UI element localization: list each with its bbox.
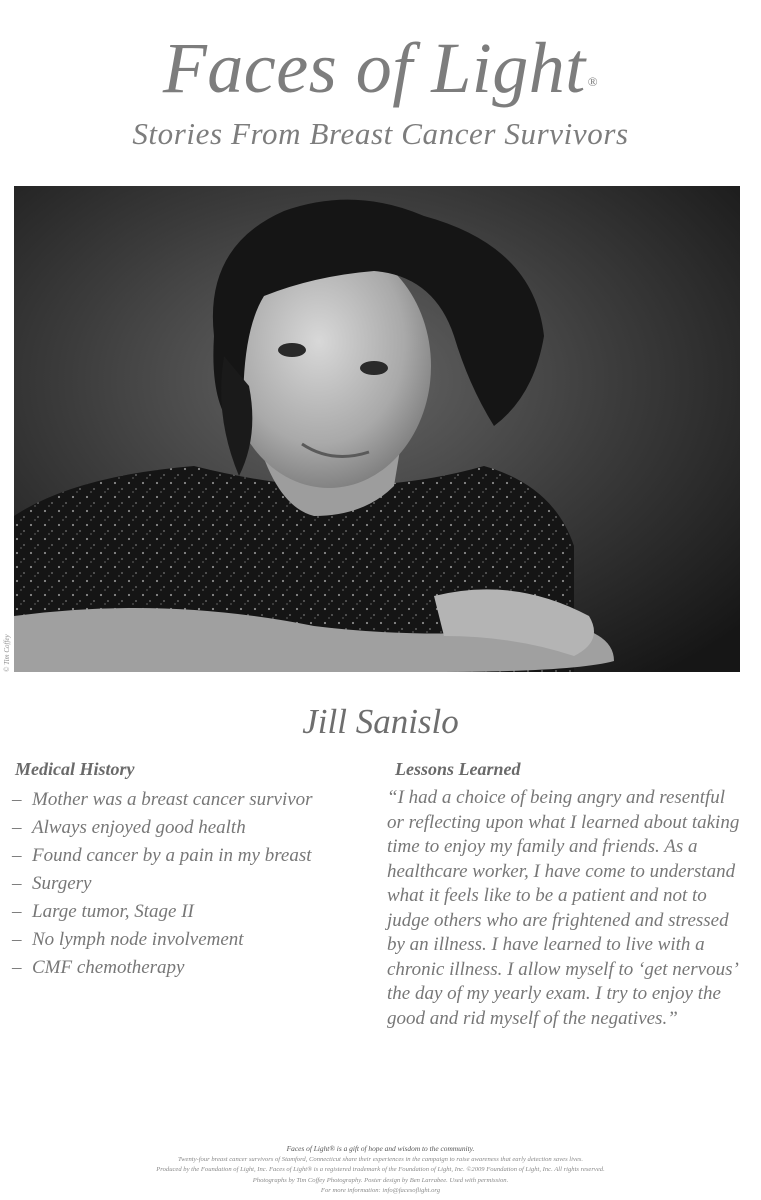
list-item: – Always enjoyed good health xyxy=(12,814,313,842)
dash-icon: – xyxy=(12,873,22,894)
title-text: Faces of Light xyxy=(162,28,586,108)
dash-icon: – xyxy=(12,817,22,838)
dash-icon: – xyxy=(12,957,22,978)
medical-history-heading: Medical History xyxy=(15,759,135,779)
portrait-photo xyxy=(14,186,740,672)
lessons-quote: “I had a choice of being angry and resentful or reflecting upon what I learned about taking time to enjoy my family and friends. As a healthcare worker, I have come to understand what it feels like to be a patient and not to judge others who are frightened and stressed by an illness. I have learned to live with a chronic illness. I allow myself to ‘get nervous’ the day of my yearly exam. I try to enjoy the good and rid myself of the negatives.” xyxy=(387,787,740,1029)
footer xyxy=(0,1144,761,1197)
list-item: – Large tumor, Stage II xyxy=(12,898,313,926)
footer-line: Twenty-four breast cancer survivors of Stamford, Connecticut share their experiences in the campaign to raise awareness that early detection saves lives. xyxy=(177,1155,584,1163)
footer-line: Faces of Light® is a gift of hope and wisdom to the community. xyxy=(286,1144,475,1153)
medical-history-list xyxy=(12,786,313,982)
footer-line: For more information: info@facesoflight.org xyxy=(320,1187,441,1195)
lessons-learned-heading: Lessons Learned xyxy=(395,759,521,779)
list-item: – CMF chemotherapy xyxy=(12,954,313,982)
list-item: – Found cancer by a pain in my breast xyxy=(12,842,313,870)
footer-line: Photographs by Tim Coffey Photography. Poster design by Ben Larrabee. Used with permission. xyxy=(252,1176,509,1184)
dash-icon: – xyxy=(12,929,22,950)
portrait-illustration xyxy=(14,186,740,672)
list-item: – Surgery xyxy=(12,870,313,898)
footer-line: Produced by the Foundation of Light, Inc. Faces of Light® is a registered trademark of the Foundation of Light, Inc. ©2009 Foundation of Light, Inc. All rights reserved. xyxy=(156,1166,605,1174)
dash-icon: – xyxy=(12,845,22,866)
registered-mark: ® xyxy=(587,74,599,89)
survivor-name: Jill Sanislo xyxy=(302,702,459,741)
dash-icon: – xyxy=(12,901,22,922)
list-item: – Mother was a breast cancer survivor xyxy=(12,786,313,814)
poster-subtitle: Stories From Breast Cancer Survivors xyxy=(132,116,629,151)
dash-icon: – xyxy=(12,789,22,810)
poster-title xyxy=(0,28,761,108)
photo-credit: © Tim Coffey xyxy=(3,634,11,672)
list-item: – No lymph node involvement xyxy=(12,926,313,954)
